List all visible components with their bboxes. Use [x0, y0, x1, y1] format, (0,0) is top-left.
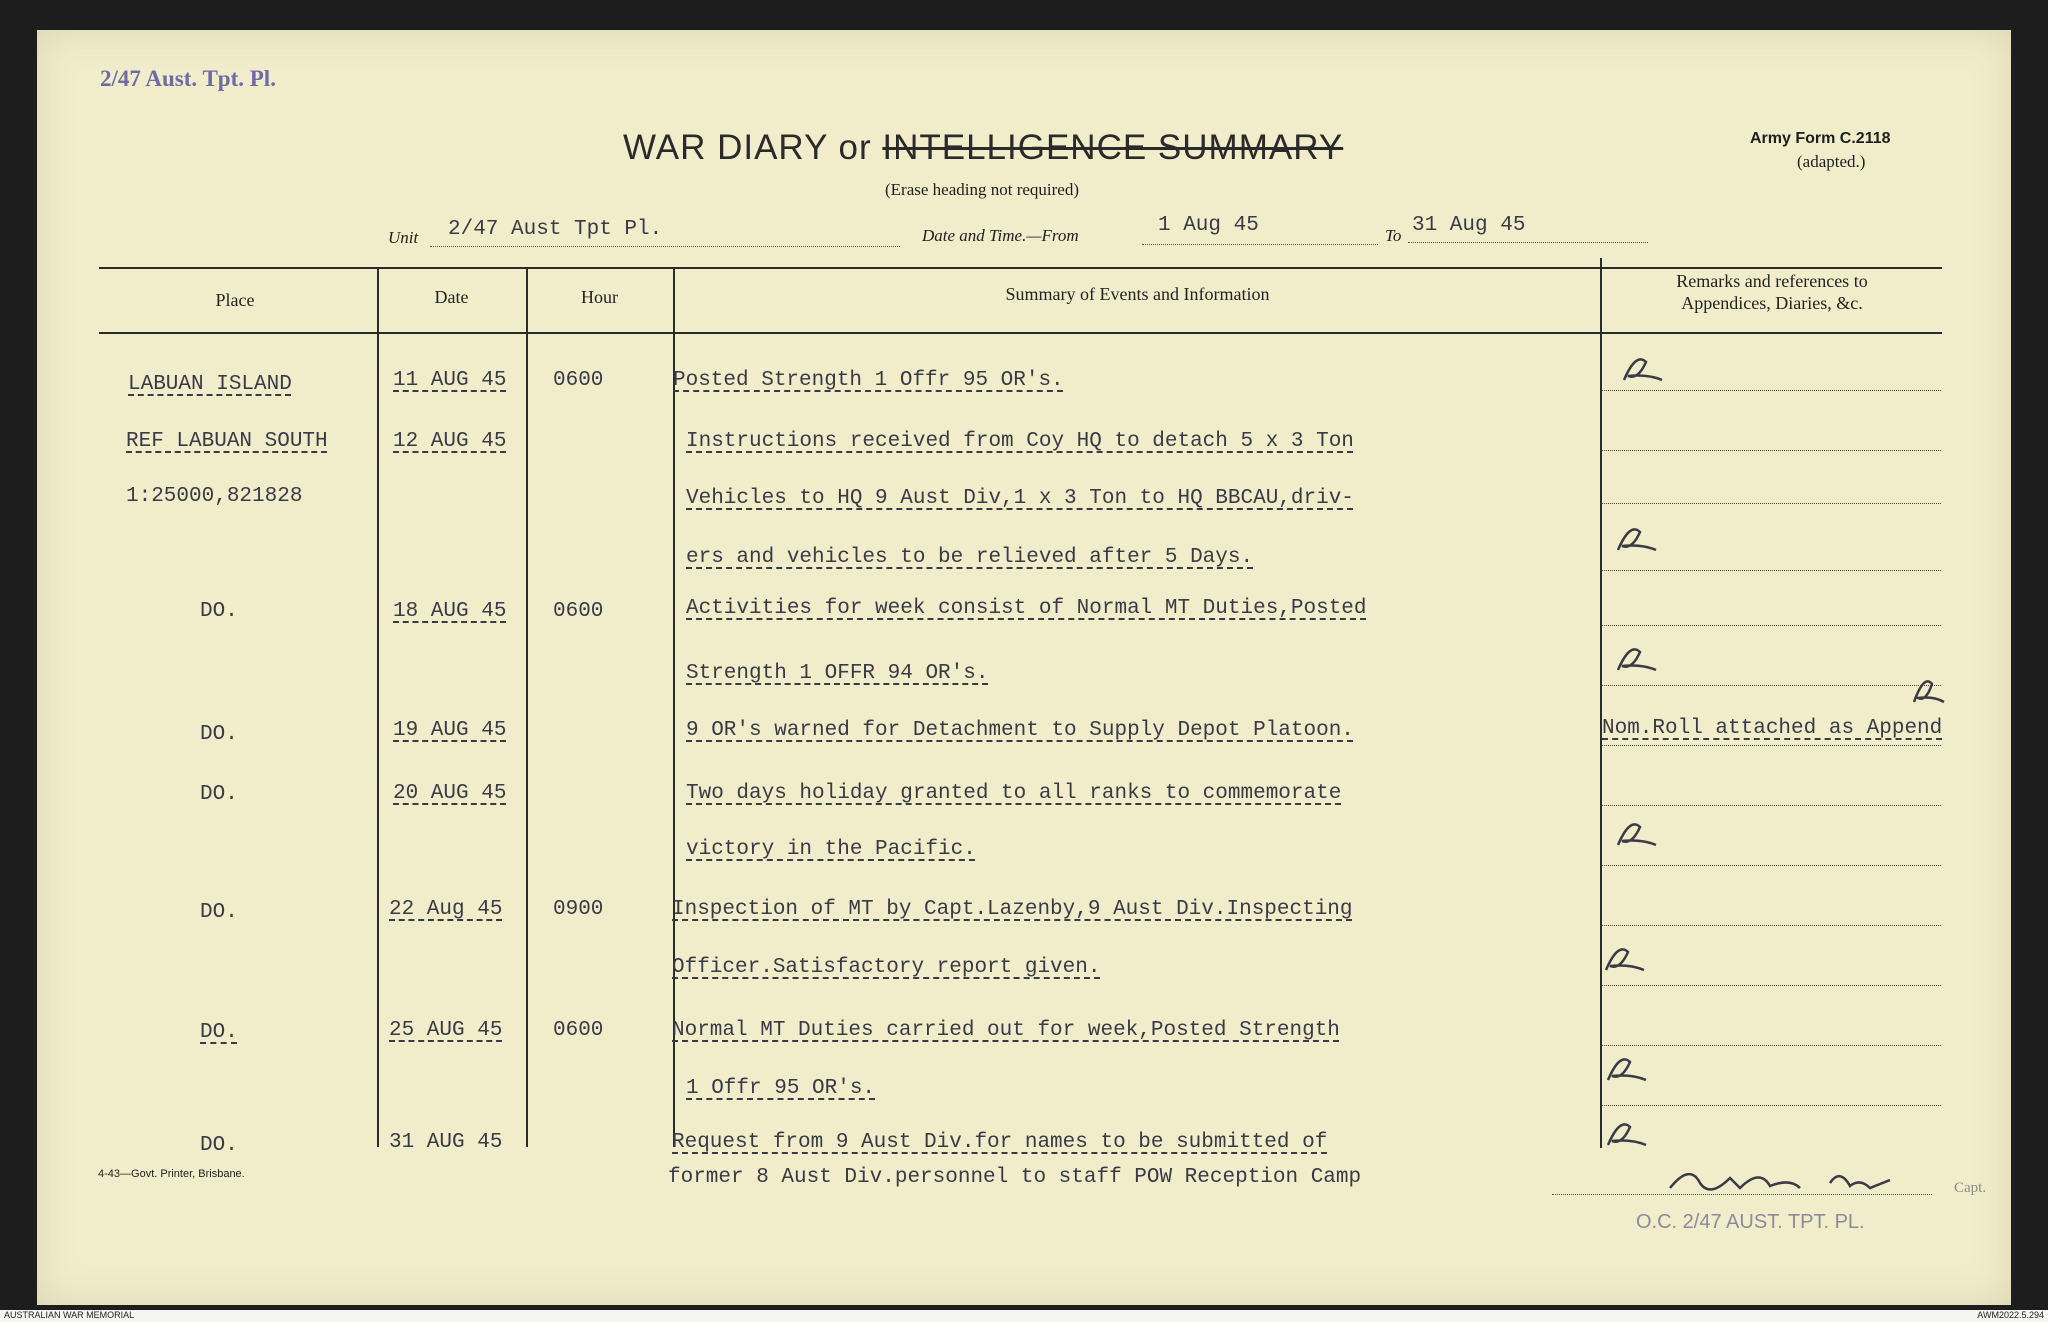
- date-cell: 11 AUG 45: [393, 369, 507, 392]
- header-place: Place: [215, 290, 255, 310]
- remarks-rule: [1601, 450, 1941, 451]
- place-cell: DO.: [200, 723, 238, 746]
- printer-note: 4-43—Govt. Printer, Brisbane.: [98, 1168, 245, 1180]
- summary-cell: former 8 Aust Div.personnel to staff POW Reception Camp: [668, 1166, 1362, 1189]
- remarks-rule: [1601, 865, 1941, 866]
- summary-cell: Activities for week consist of Normal MT Duties,Posted: [686, 597, 1367, 620]
- remarks-rule: [1601, 685, 1941, 686]
- erase-note: (Erase heading not required): [885, 180, 1079, 199]
- remarks-rule: [1601, 925, 1941, 926]
- hour-cell: 0900: [553, 898, 604, 921]
- summary-cell: Two days holiday granted to all ranks to commemorate: [686, 782, 1342, 805]
- unit-stamp: 2/47 Aust. Tpt. Pl.: [100, 66, 276, 91]
- summary-cell: 1 Offr 95 OR's.: [686, 1077, 876, 1100]
- archive-footer: [0, 1310, 2048, 1322]
- summary-cell: Strength 1 OFFR 94 OR's.: [686, 662, 989, 685]
- from-dotline: [1142, 244, 1378, 245]
- summary-cell: Posted Strength 1 Offr 95 OR's.: [673, 369, 1064, 392]
- place-cell: DO.: [200, 1134, 238, 1157]
- col-divider-date: [526, 267, 528, 1147]
- summary-cell: Officer.Satisfactory report given.: [672, 956, 1101, 979]
- table-header-rule: [99, 332, 1942, 334]
- to-label: To: [1385, 226, 1402, 245]
- summary-cell: ers and vehicles to be relieved after 5 Days.: [686, 546, 1254, 569]
- summary-cell: Vehicles to HQ 9 Aust Div,1 x 3 Ton to HQ BBCAU,driv-: [686, 487, 1354, 510]
- col-divider-summary: [1600, 258, 1602, 1148]
- initials-mark: [1910, 672, 1950, 712]
- archive-name: AUSTRALIAN WAR MEMORIAL: [4, 1310, 135, 1320]
- header-remarks-1: Remarks and references to: [1676, 271, 1868, 291]
- remarks-rule: [1601, 745, 1941, 746]
- header-date: Date: [434, 287, 469, 307]
- summary-cell: Instructions received from Coy HQ to detach 5 x 3 Ton: [686, 430, 1354, 453]
- place-cell: REF LABUAN SOUTH: [126, 430, 328, 453]
- initials-mark: [1612, 815, 1662, 855]
- summary-cell: 9 OR's warned for Detachment to Supply Depot Platoon.: [686, 719, 1354, 742]
- place-cell: DO.: [200, 901, 238, 924]
- hour-cell: 0600: [553, 1019, 604, 1042]
- initials-mark: [1602, 1115, 1652, 1155]
- date-cell: 20 AUG 45: [393, 782, 507, 805]
- initials-mark: [1612, 640, 1662, 680]
- remarks-rule: [1601, 805, 1941, 806]
- place-cell: DO.: [200, 600, 238, 623]
- date-cell: 22 Aug 45: [389, 898, 503, 921]
- hour-cell: 0600: [553, 600, 604, 623]
- title-struck: INTELLIGENCE SUMMARY: [882, 128, 1344, 167]
- place-cell: LABUAN ISLAND: [128, 373, 292, 396]
- hour-cell: 0600: [553, 369, 604, 392]
- place-cell: 1:25000,821828: [126, 485, 303, 508]
- remarks-rule: [1601, 1105, 1941, 1106]
- adapted-label: (adapted.): [1797, 152, 1866, 171]
- remarks-rule: [1601, 503, 1941, 504]
- unit-dotline: [430, 246, 900, 247]
- initials-mark: [1612, 520, 1662, 560]
- header-summary: Summary of Events and Information: [1005, 284, 1270, 304]
- to-value: 31 Aug 45: [1412, 214, 1526, 237]
- war-diary-page: [37, 30, 2011, 1305]
- summary-cell: Inspection of MT by Capt.Lazenby,9 Aust Div.Inspecting: [672, 898, 1353, 921]
- unit-value: 2/47 Aust Tpt Pl.: [448, 218, 663, 241]
- place-cell: DO.: [200, 1021, 238, 1044]
- remark-cell: Nom.Roll attached as Append: [1602, 717, 1942, 740]
- summary-cell: victory in the Pacific.: [686, 838, 976, 861]
- col-divider-place: [377, 267, 379, 1147]
- col-divider-hour: [673, 267, 675, 1147]
- remarks-rule: [1601, 625, 1941, 626]
- date-time-label: Date and Time.—From: [922, 226, 1079, 245]
- initials-mark: [1600, 940, 1650, 980]
- table-top-rule: [99, 267, 1942, 269]
- date-cell: 18 AUG 45: [393, 600, 507, 623]
- date-cell: 31 AUG 45: [389, 1131, 503, 1154]
- title-prefix: WAR DIARY or: [623, 128, 883, 167]
- to-dotline: [1408, 242, 1648, 243]
- capt-label: Capt.: [1954, 1180, 1987, 1196]
- initials-mark: [1602, 1050, 1652, 1090]
- date-cell: 25 AUG 45: [389, 1019, 503, 1042]
- remarks-rule: [1601, 390, 1941, 391]
- page-title: [623, 128, 1343, 168]
- oc-stamp: O.C. 2/47 AUST. TPT. PL.: [1636, 1211, 1865, 1233]
- place-cell: DO.: [200, 783, 238, 806]
- summary-cell: Normal MT Duties carried out for week,Posted Strength: [672, 1019, 1340, 1042]
- archive-id: AWM2022.5.294: [1977, 1310, 2044, 1320]
- header-hour: Hour: [581, 287, 618, 307]
- initials-mark: [1618, 350, 1668, 390]
- date-cell: 12 AUG 45: [393, 430, 507, 453]
- signature-dotline: [1552, 1194, 1932, 1195]
- remarks-rule: [1601, 570, 1941, 571]
- officer-signature: [1660, 1158, 1940, 1208]
- header-remarks-2: Appendices, Diaries, &c.: [1681, 293, 1863, 313]
- date-cell: 19 AUG 45: [393, 719, 507, 742]
- remarks-rule: [1601, 985, 1941, 986]
- army-form-label: Army Form C.2118: [1750, 130, 1891, 147]
- remarks-rule: [1601, 1045, 1941, 1046]
- from-value: 1 Aug 45: [1158, 214, 1259, 237]
- summary-cell: Request from 9 Aust Div.for names to be submitted of: [672, 1131, 1328, 1154]
- unit-label: Unit: [388, 228, 419, 247]
